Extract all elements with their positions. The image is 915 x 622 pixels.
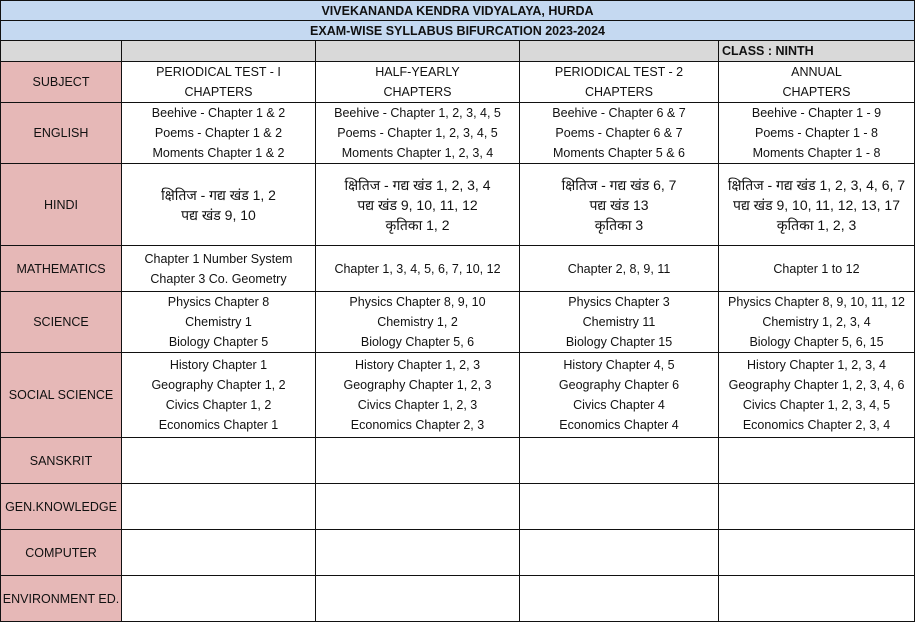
table-row [1, 484, 915, 530]
chapter-line: Beehive - Chapter 6 & 7 [552, 106, 686, 120]
syllabus-cell[interactable] [316, 164, 520, 246]
chapter-line: Economics Chapter 2, 3 [350, 418, 485, 432]
chapter-line: Poems - Chapter 6 & 7 [555, 126, 683, 140]
chapter-line: क्षितिज - गद्य खंड 1, 2, 3, 4, 6, 7 [727, 176, 906, 193]
column-header-subtext: CHAPTERS [383, 85, 452, 99]
chapter-line: पद्य खंड 9, 10, 11, 12 [357, 196, 478, 213]
syllabus-cell[interactable] [316, 353, 520, 438]
column-header-pt1[interactable] [122, 62, 316, 103]
chapter-line: Geography Chapter 1, 2, 3, 4, 6 [728, 378, 905, 392]
table-row [1, 292, 915, 353]
syllabus-cell[interactable] [520, 484, 719, 530]
chapter-line: कृतिका 3 [594, 216, 644, 233]
syllabus-cell[interactable] [520, 292, 719, 353]
syllabus-cell[interactable] [122, 164, 316, 246]
syllabus-cell[interactable] [719, 530, 915, 576]
subject-cell[interactable]: COMPUTER [1, 530, 122, 576]
syllabus-cell[interactable] [719, 353, 915, 438]
chapter-line: Chapter 1, 3, 4, 5, 6, 7, 10, 12 [334, 261, 501, 276]
chapter-line: Geography Chapter 1, 2, 3 [343, 378, 492, 392]
syllabus-cell[interactable] [316, 103, 520, 164]
column-header-text: HALF-YEARLY [375, 65, 460, 79]
chapter-line: Biology Chapter 5, 6, 15 [749, 335, 884, 349]
chapter-line: Biology Chapter 5 [168, 335, 269, 349]
subject-cell[interactable]: HINDI [1, 164, 122, 246]
syllabus-cell[interactable] [719, 103, 915, 164]
subject-cell[interactable]: SCIENCE [1, 292, 122, 353]
chapter-line: Physics Chapter 3 [568, 295, 670, 309]
subject-cell[interactable]: MATHEMATICS [1, 246, 122, 292]
chapter-line: क्षितिज - गद्य खंड 1, 2, 3, 4 [344, 176, 491, 193]
chapter-line: Beehive - Chapter 1 & 2 [151, 106, 286, 120]
syllabus-cell[interactable] [719, 292, 915, 353]
syllabus-cell[interactable] [122, 576, 316, 622]
column-header-text: SUBJECT [32, 75, 90, 89]
syllabus-cell[interactable] [122, 103, 316, 164]
chapter-line: पद्य खंड 9, 10 [181, 206, 256, 223]
chapter-line: Poems - Chapter 1, 2, 3, 4, 5 [337, 126, 498, 140]
chapter-line: Economics Chapter 2, 3, 4 [742, 418, 891, 432]
sheet-heading[interactable]: EXAM-WISE SYLLABUS BIFURCATION 2023-2024 [1, 21, 915, 41]
syllabus-cell[interactable] [122, 438, 316, 484]
chapter-line: Moments Chapter 1 - 8 [752, 146, 881, 160]
column-header-annual[interactable] [719, 62, 915, 103]
syllabus-cell[interactable] [719, 164, 915, 246]
class-label[interactable]: CLASS : NINTH [719, 41, 915, 62]
column-header-subject[interactable] [1, 62, 122, 103]
syllabus-cell[interactable] [122, 530, 316, 576]
chapter-line: Physics Chapter 8, 9, 10, 11, 12 [728, 295, 905, 309]
chapter-line: Physics Chapter 8, 9, 10 [349, 295, 486, 309]
syllabus-cell[interactable] [719, 438, 915, 484]
chapter-line: Civics Chapter 1, 2, 3 [357, 398, 478, 412]
syllabus-cell[interactable] [719, 484, 915, 530]
syllabus-cell[interactable] [520, 530, 719, 576]
column-header-subtext: CHAPTERS [584, 85, 654, 99]
chapter-line: Moments Chapter 5 & 6 [552, 146, 685, 160]
syllabus-cell[interactable] [520, 353, 719, 438]
chapter-line: Chapter 2, 8, 9, 11 [567, 261, 671, 276]
subject-cell[interactable]: SOCIAL SCIENCE [1, 353, 122, 438]
chapter-line: Chapter 1 Number System [144, 251, 293, 266]
chapter-line: Geography Chapter 6 [558, 378, 680, 392]
chapter-line: Chemistry 11 [582, 315, 656, 329]
chapter-line: क्षितिज - गद्य खंड 6, 7 [561, 176, 677, 193]
table-row [1, 103, 915, 164]
chapter-line: Civics Chapter 4 [573, 398, 665, 412]
syllabus-cell[interactable] [316, 530, 520, 576]
syllabus-cell[interactable] [316, 576, 520, 622]
table-row [1, 246, 915, 292]
chapter-line: Economics Chapter 4 [559, 418, 679, 432]
chapter-line: History Chapter 1, 2, 3 [354, 358, 481, 372]
syllabus-cell[interactable] [316, 292, 520, 353]
column-header-subtext: CHAPTERS [782, 85, 851, 99]
subject-cell[interactable]: GEN.KNOWLEDGE [1, 484, 122, 530]
chapter-line: कृतिका 1, 2 [385, 216, 450, 233]
chapter-line: Economics Chapter 1 [158, 418, 279, 432]
syllabus-cell[interactable] [520, 164, 719, 246]
chapter-line: Moments Chapter 1 & 2 [152, 146, 285, 160]
chapter-line: History Chapter 1 [169, 358, 268, 372]
table-row [1, 353, 915, 438]
chapter-line: Moments Chapter 1, 2, 3, 4 [341, 146, 494, 160]
subject-cell[interactable]: ENGLISH [1, 103, 122, 164]
syllabus-cell[interactable] [520, 103, 719, 164]
blank-cell[interactable] [316, 41, 520, 62]
chapter-line: Physics Chapter 8 [167, 295, 270, 309]
blank-cell[interactable] [520, 41, 719, 62]
chapter-line: क्षितिज - गद्य खंड 1, 2 [161, 186, 276, 203]
chapter-line: Chapter 3 Co. Geometry [150, 271, 287, 286]
chapter-line: Biology Chapter 15 [565, 335, 673, 349]
chapter-line: Chemistry 1, 2, 3, 4 [762, 315, 871, 329]
chapter-line: Chemistry 1, 2 [377, 315, 458, 329]
chapter-line: Geography Chapter 1, 2 [151, 378, 286, 392]
chapter-line: Civics Chapter 1, 2, 3, 4, 5 [742, 398, 891, 412]
chapter-line: Poems - Chapter 1 & 2 [154, 126, 283, 140]
syllabus-cell[interactable] [122, 292, 316, 353]
table-row [1, 164, 915, 246]
column-header-half-yearly[interactable] [316, 62, 520, 103]
syllabus-rows [1, 103, 915, 622]
syllabus-cell[interactable] [122, 484, 316, 530]
chapter-line: Civics Chapter 1, 2 [165, 398, 272, 412]
syllabus-cell[interactable] [316, 484, 520, 530]
chapter-line: Biology Chapter 5, 6 [360, 335, 475, 349]
chapter-line: Beehive - Chapter 1 - 9 [751, 106, 882, 120]
chapter-line: पद्य खंड 9, 10, 11, 12, 13, 17 [733, 196, 900, 213]
column-header-subtext: CHAPTERS [184, 85, 253, 99]
chapter-line: कृतिका 1, 2, 3 [776, 216, 857, 233]
chapter-line: Chapter 1 to 12 [773, 261, 860, 276]
subject-cell[interactable]: SANSKRIT [1, 438, 122, 484]
chapter-line: Poems - Chapter 1 - 8 [755, 126, 878, 140]
chapter-line: Beehive - Chapter 1, 2, 3, 4, 5 [334, 106, 501, 120]
subject-cell[interactable]: ENVIRONMENT ED. [1, 576, 122, 622]
syllabus-cell[interactable] [719, 576, 915, 622]
syllabus-cell[interactable] [122, 246, 316, 292]
column-header-text: PERIODICAL TEST - 2 [554, 65, 684, 79]
column-header-text: ANNUAL [791, 65, 842, 79]
blank-cell[interactable] [122, 41, 316, 62]
syllabus-cell[interactable] [719, 246, 915, 292]
chapter-line: History Chapter 4, 5 [563, 358, 675, 372]
syllabus-cell[interactable] [316, 438, 520, 484]
column-header-text: PERIODICAL TEST - I [156, 65, 281, 79]
chapter-line: Chemistry 1 [185, 315, 252, 329]
column-header-pt2[interactable] [520, 62, 719, 103]
syllabus-cell[interactable] [520, 246, 719, 292]
table-row [1, 576, 915, 622]
table-row [1, 438, 915, 484]
syllabus-cell[interactable] [520, 438, 719, 484]
syllabus-cell[interactable] [520, 576, 719, 622]
blank-cell[interactable] [1, 41, 122, 62]
chapter-line: पद्य खंड 13 [589, 196, 649, 213]
syllabus-cell[interactable] [122, 353, 316, 438]
table-row [1, 530, 915, 576]
school-title[interactable]: VIVEKANANDA KENDRA VIDYALAYA, HURDA [1, 1, 915, 21]
chapter-line: History Chapter 1, 2, 3, 4 [747, 358, 886, 372]
syllabus-cell[interactable] [316, 246, 520, 292]
